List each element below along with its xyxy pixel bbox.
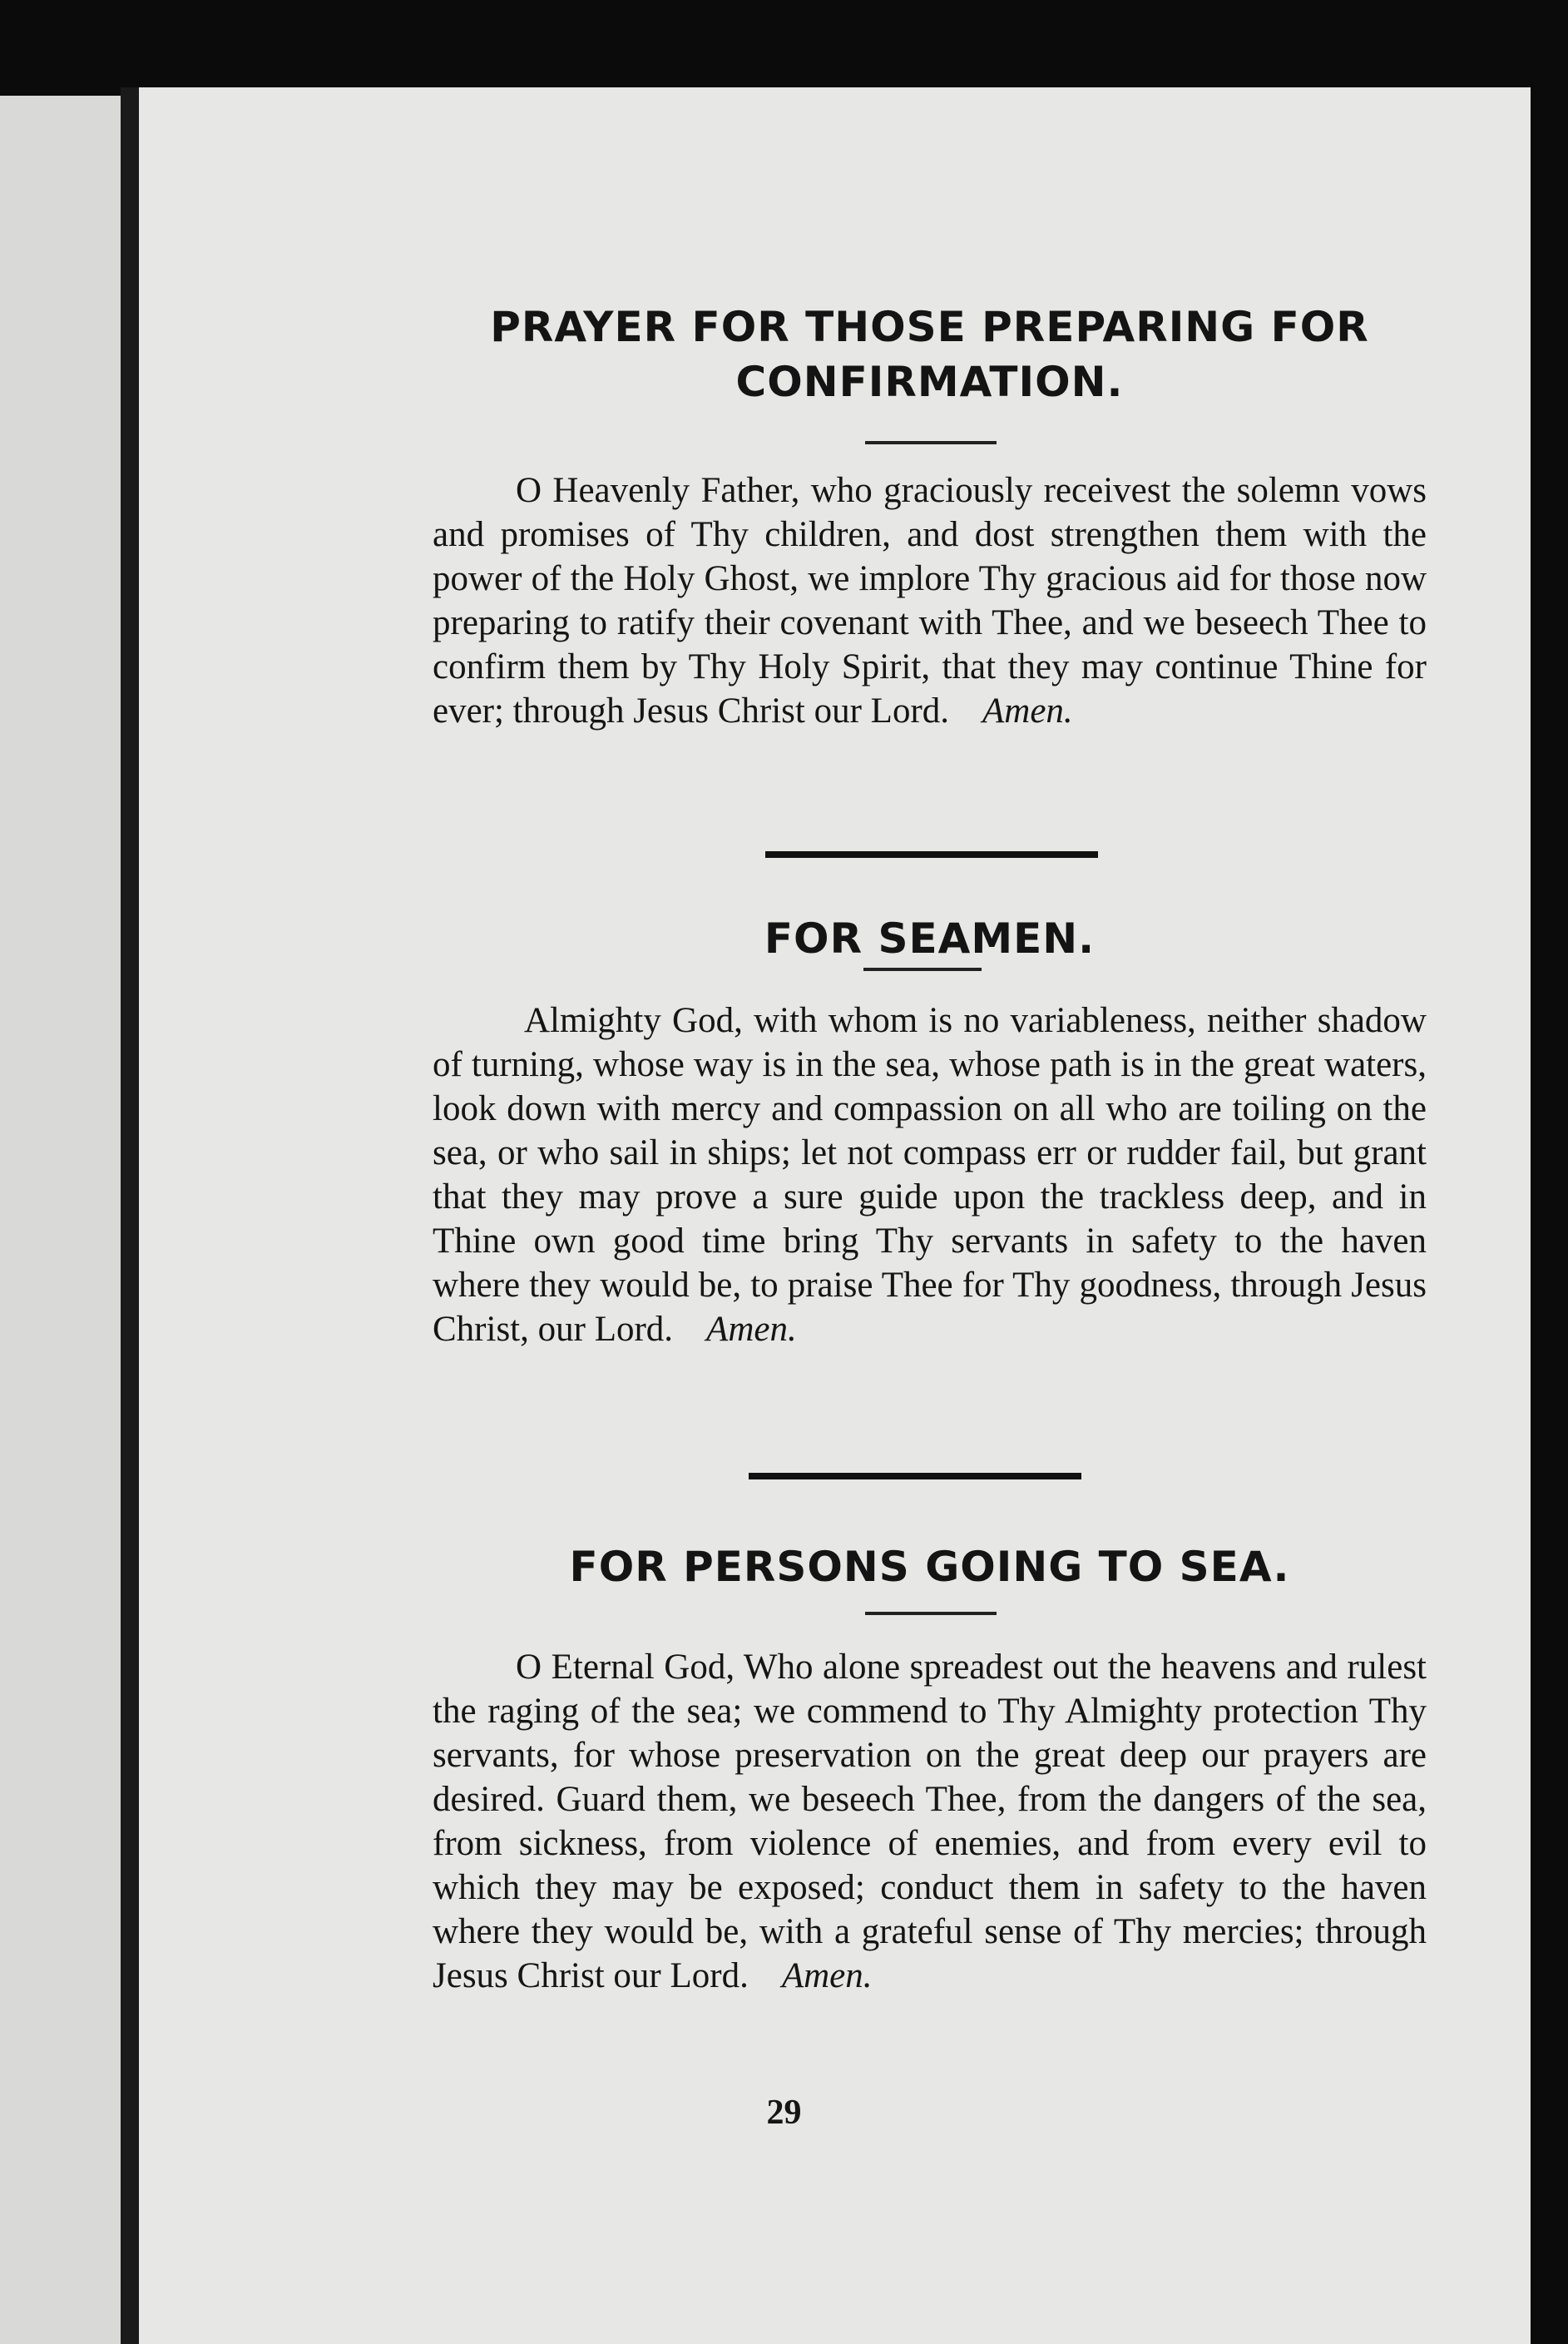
section-heading: FOR SEAMEN. — [764, 914, 1096, 963]
section-seamen — [433, 911, 1427, 966]
section-heading: FOR PERSONS GOING TO SEA. — [569, 1543, 1290, 1591]
prayer-text — [433, 1645, 1427, 1998]
section-divider — [765, 851, 1098, 858]
page-number: 29 — [766, 2094, 802, 2132]
book-spine-shadow — [121, 87, 139, 2344]
heading-divider — [865, 1612, 997, 1615]
section-divider — [749, 1473, 1081, 1479]
prayer-body: Almighty God, with whom is no variableness, neither shadow of turning, whose way is in the sea, whose path is in the great waters, look down with mercy and compassion on all who are toiling on the sea, or who sail in ships; let not compass err or rudder fail, but grant that they may prove a sure guide upon the trackless deep, and in Thine own good time bring Thy servants in safety to the haven where they would be, to praise Thee for Thy goodness, through Jesus Christ, our Lord. — [433, 1001, 1427, 1349]
prayer-text — [433, 999, 1427, 1351]
amen-text: Amen. — [781, 1956, 873, 1995]
section-confirmation — [416, 300, 1443, 409]
right-edge-shadow — [1531, 87, 1568, 2344]
book-page — [121, 87, 1531, 2344]
prayer-text — [433, 468, 1427, 733]
heading-divider — [863, 968, 982, 971]
facing-page-edge — [0, 96, 121, 2344]
heading-divider — [865, 441, 997, 444]
section-heading: PRAYER FOR THOSE PREPARING FOR — [490, 303, 1369, 351]
section-persons-going-to-sea — [433, 1539, 1427, 1594]
amen-text: Amen. — [982, 691, 1073, 731]
prayer-body: O Heavenly Father, who graciously receivest the solemn vows and promises of Thy children, and dost strengthen them with the power of the Holy Ghost, we implore Thy gracious aid for those now preparing to ratify their covenant with Thee, and we beseech Thee to confirm them by Thy Holy Spirit, that they may continue Thine for ever; through Jesus Christ our Lord. — [433, 471, 1427, 731]
section-heading-line2: CONFIRMATION. — [735, 358, 1124, 406]
prayer-body: O Eternal God, Who alone spreadest out the heavens and rulest the raging of the sea; we commend to Thy Almighty protection Thy servants, for whose preservation on the great deep our prayers are desired. Guard them, we beseech Thee, from the dangers of the sea, from sickness, from violence of enemies, and from every evil to which they may be exposed; conduct them in safety to the haven where they would be, with a grateful sense of Thy mercies; through Jesus Christ our Lord. — [433, 1648, 1427, 1995]
amen-text: Amen. — [706, 1310, 797, 1349]
